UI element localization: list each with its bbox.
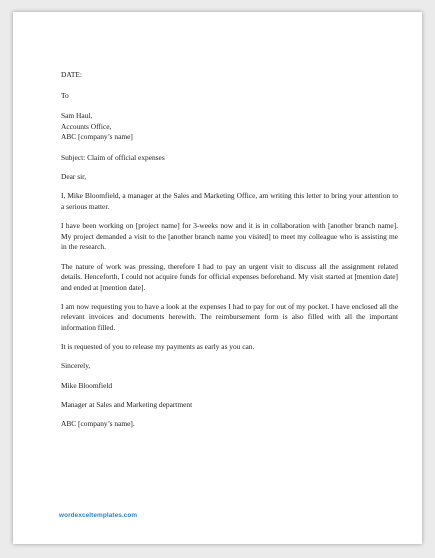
paragraph-intro: I, Mike Bloomfield, a manager at the Sales and Marketing Office, am writing this letter to bring your attention to a serious matter. (61, 191, 398, 211)
paragraph-request: I am now requesting you to have a look at the expenses I had to pay for out of my pocket. I have enclosed all the relevant invoices and documents herewith. The reimbursement form is also filled with all the important information filled. (61, 301, 398, 333)
letter-body (61, 70, 398, 438)
date-label: DATE: (61, 70, 82, 79)
to-label: To (61, 90, 69, 100)
sender-title: Manager at Sales and Marketing department (61, 399, 193, 409)
recipient-name: Sam Haul, (61, 111, 93, 121)
sender-company: ABC [company’s name]. (61, 419, 135, 428)
paragraph-visit: The nature of work was pressing, therefore I had to pay an urgent visit to discuss all the assignment related details. Henceforth, I could not acquire funds for official expenses beforehand. My visit started at [mention date] and ended at [mention date]. (61, 261, 398, 292)
subject-line: Subject: Claim of official expenses (61, 152, 165, 162)
footer-watermark: wordexceltemplates.com (59, 512, 138, 519)
letter-page (13, 12, 422, 544)
closing: Sincerely, (61, 361, 91, 371)
recipient-company: ABC [company’s name] (61, 132, 133, 142)
recipient-block (61, 111, 398, 143)
recipient-office: Accounts Office, (61, 121, 112, 131)
sender-name: Mike Bloomfield (61, 380, 113, 390)
paragraph-release: It is requested of you to release my payments as early as you can. (61, 342, 255, 352)
salutation: Dear sir, (61, 172, 87, 182)
paragraph-project: I have been working on [project name] for 3-weeks now and it is in collaboration with [another branch name]. My project demanded a visit to the [another branch name you visited] to meet my colleague who is assisting me in the research. (61, 221, 398, 252)
